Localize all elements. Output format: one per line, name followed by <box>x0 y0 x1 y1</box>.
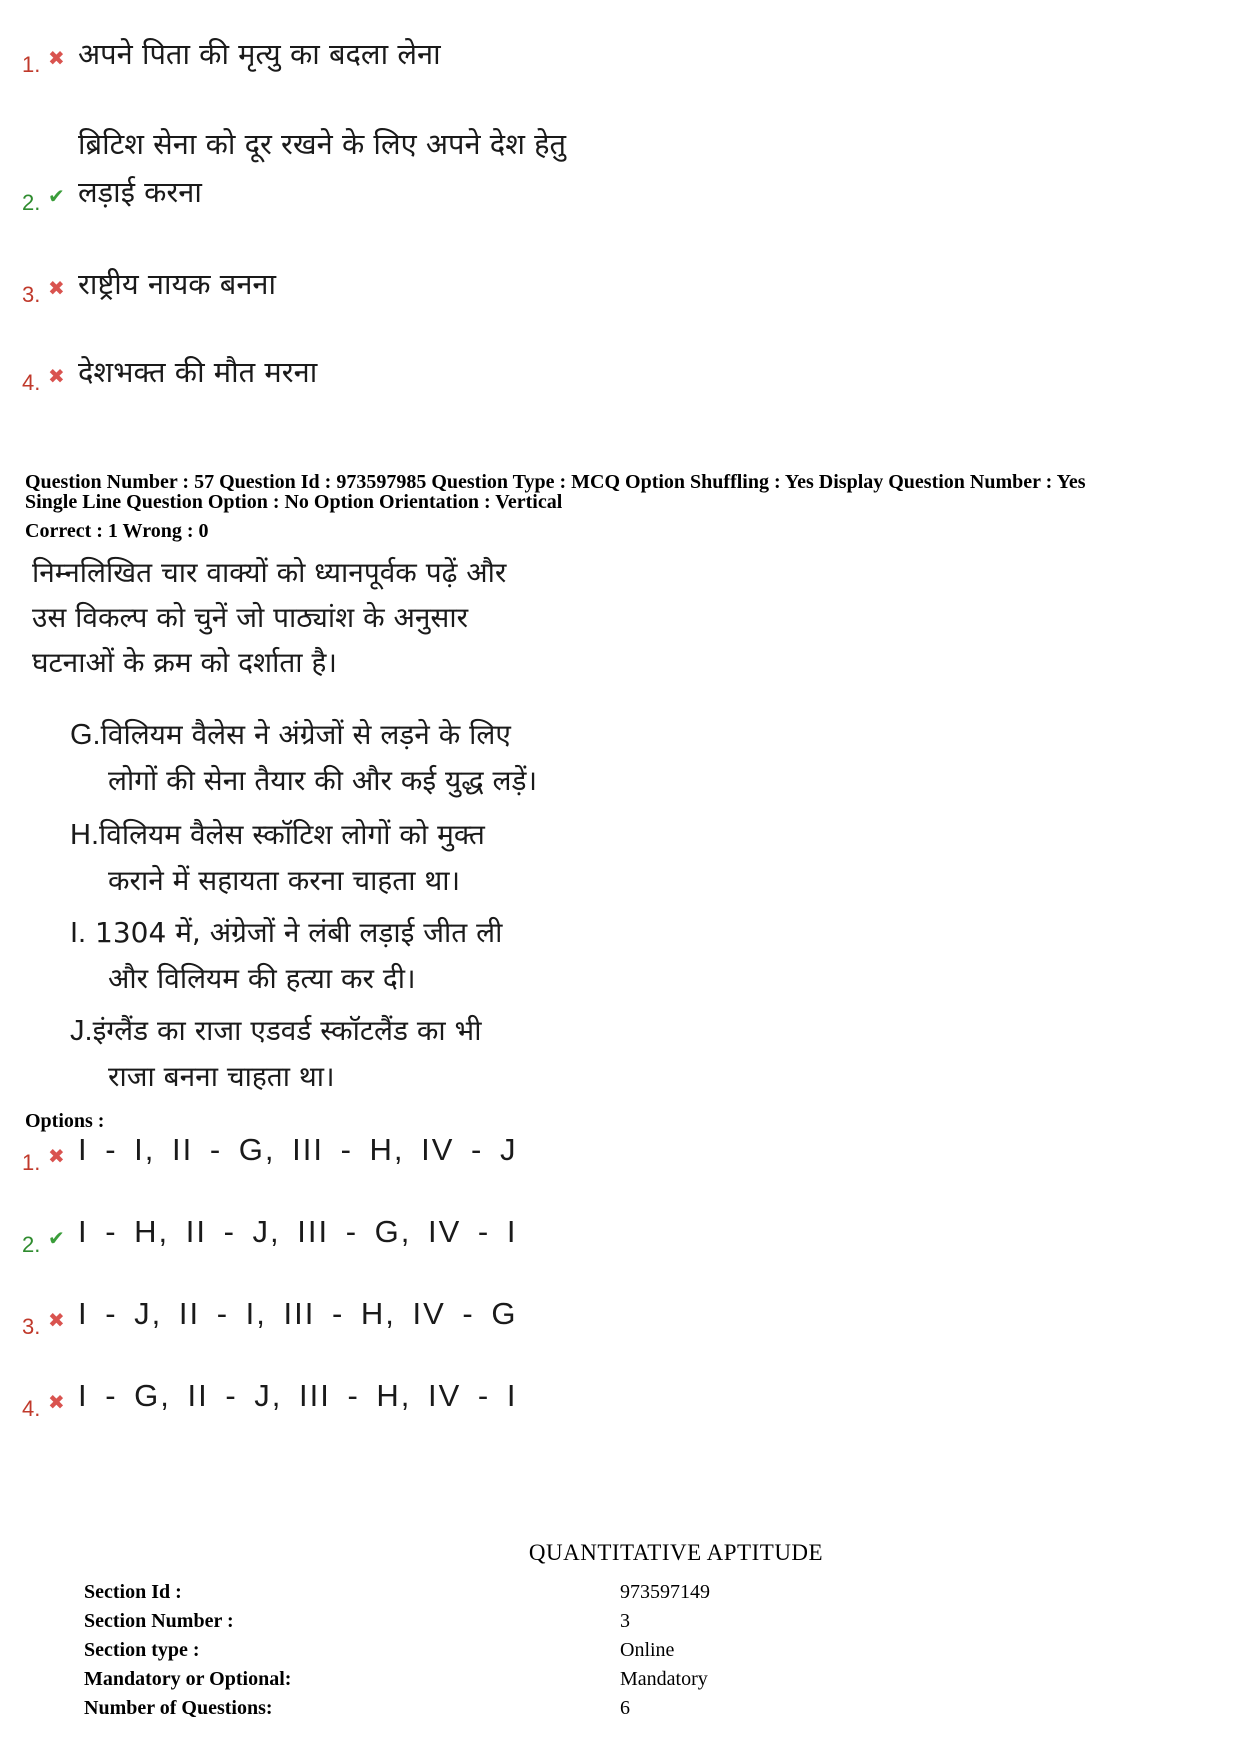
section-info-value: 3 <box>620 1610 630 1632</box>
question-meta-score: Correct : 1 Wrong : 0 <box>25 520 209 542</box>
section-info-key: Mandatory or Optional: <box>84 1668 292 1690</box>
statement-line: और विलियम की हत्या कर दी। <box>108 962 416 995</box>
statement-h <box>70 812 485 903</box>
option-text: अपने पिता की मृत्यु का बदला लेना <box>78 37 441 71</box>
section-info-key: Section Number : <box>84 1610 234 1632</box>
correct-check-icon: ✔ <box>48 1226 65 1250</box>
section-info-value: 973597149 <box>620 1581 710 1603</box>
section-info-row <box>84 1665 710 1694</box>
option-text: I - G, II - J, III - H, IV - I <box>78 1378 518 1413</box>
correct-check-icon: ✔ <box>48 184 65 208</box>
section-info-value: 6 <box>620 1697 630 1719</box>
section-info-key: Number of Questions: <box>84 1697 273 1719</box>
wrong-cross-icon: ✖ <box>48 46 65 70</box>
statement-label: J. <box>70 1015 93 1047</box>
option-text: I - J, II - I, III - H, IV - G <box>78 1296 518 1331</box>
option-2 <box>22 1210 517 1258</box>
option-number: 4. <box>22 1396 41 1421</box>
option-text: I - I, II - G, III - H, IV - J <box>78 1132 518 1167</box>
wrong-cross-icon: ✖ <box>48 1390 65 1414</box>
statement-line: 1304 में, अंग्रेजों ने लंबी लड़ाई जीत ली <box>95 916 503 949</box>
section-info-row <box>84 1694 710 1723</box>
wrong-cross-icon: ✖ <box>48 276 65 300</box>
option-text: देशभक्त की मौत मरना <box>78 355 318 389</box>
statement-label: I. <box>70 917 87 949</box>
statement-line: कराने में सहायता करना चाहता था। <box>108 864 461 897</box>
options-label: Options : <box>25 1110 105 1132</box>
statement-g <box>70 712 537 803</box>
statement-line: विलियम वैलेस स्कॉटिश लोगों को मुक्त <box>99 818 485 851</box>
prev-option-3 <box>22 260 276 308</box>
prev-option-2 <box>22 120 566 216</box>
option-number: 1. <box>22 1150 41 1175</box>
section-title: QUANTITATIVE APTITUDE <box>528 1540 824 1565</box>
section-info-row <box>84 1636 710 1665</box>
section-info-value: Mandatory <box>620 1668 708 1690</box>
option-3 <box>22 1292 517 1340</box>
option-number: 3. <box>22 282 41 307</box>
statement-label: H. <box>70 819 99 851</box>
section-info-value: Online <box>620 1639 675 1661</box>
statement-line: विलियम वैलेस ने अंग्रेजों से लड़ने के लिए <box>100 718 511 751</box>
option-text: ब्रिटिश सेना को दूर रखने के लिए अपने देश हेतु लड़ाई करना <box>78 127 567 209</box>
statement-label: G. <box>70 719 101 751</box>
statement-line: राजा बनना चाहता था। <box>108 1060 335 1093</box>
statement-i <box>70 910 502 1001</box>
section-info-row <box>84 1578 710 1607</box>
question-text: निम्नलिखित चार वाक्यों को ध्यानपूर्वक पढ़ें और उस विकल्प को चुनें जो पाठ्यांश के अनुसार घटनाओं के क्रम को दर्शाता है। <box>32 556 507 679</box>
option-number: 2. <box>22 190 41 215</box>
question-meta-line1: Question Number : 57 Question Id : 973597985 Question Type : MCQ Option Shuffling : Yes Display Question Number : Yes <box>25 471 1086 493</box>
section-info-key: Section type : <box>84 1639 200 1661</box>
statement-j <box>70 1008 481 1099</box>
statement-line: लोगों की सेना तैयार की और कई युद्ध लड़ें। <box>108 764 538 797</box>
question-meta-line2: Single Line Question Option : No Option Orientation : Vertical <box>25 491 563 513</box>
prev-option-4 <box>22 348 317 396</box>
option-number: 1. <box>22 52 41 77</box>
option-text: I - H, II - J, III - G, IV - I <box>78 1214 518 1249</box>
wrong-cross-icon: ✖ <box>48 1308 65 1332</box>
option-text: राष्ट्रीय नायक बनना <box>78 267 277 301</box>
section-info-table <box>84 1578 710 1723</box>
option-number: 3. <box>22 1314 41 1339</box>
option-1 <box>22 1128 517 1176</box>
section-info-row <box>84 1607 710 1636</box>
wrong-cross-icon: ✖ <box>48 1144 65 1168</box>
option-4 <box>22 1374 517 1422</box>
section-info-key: Section Id : <box>84 1581 182 1603</box>
prev-option-1 <box>22 30 441 78</box>
statement-line: इंग्लैंड का राजा एडवर्ड स्कॉटलैंड का भी <box>92 1014 482 1047</box>
wrong-cross-icon: ✖ <box>48 364 65 388</box>
option-number: 4. <box>22 370 41 395</box>
option-number: 2. <box>22 1232 41 1257</box>
